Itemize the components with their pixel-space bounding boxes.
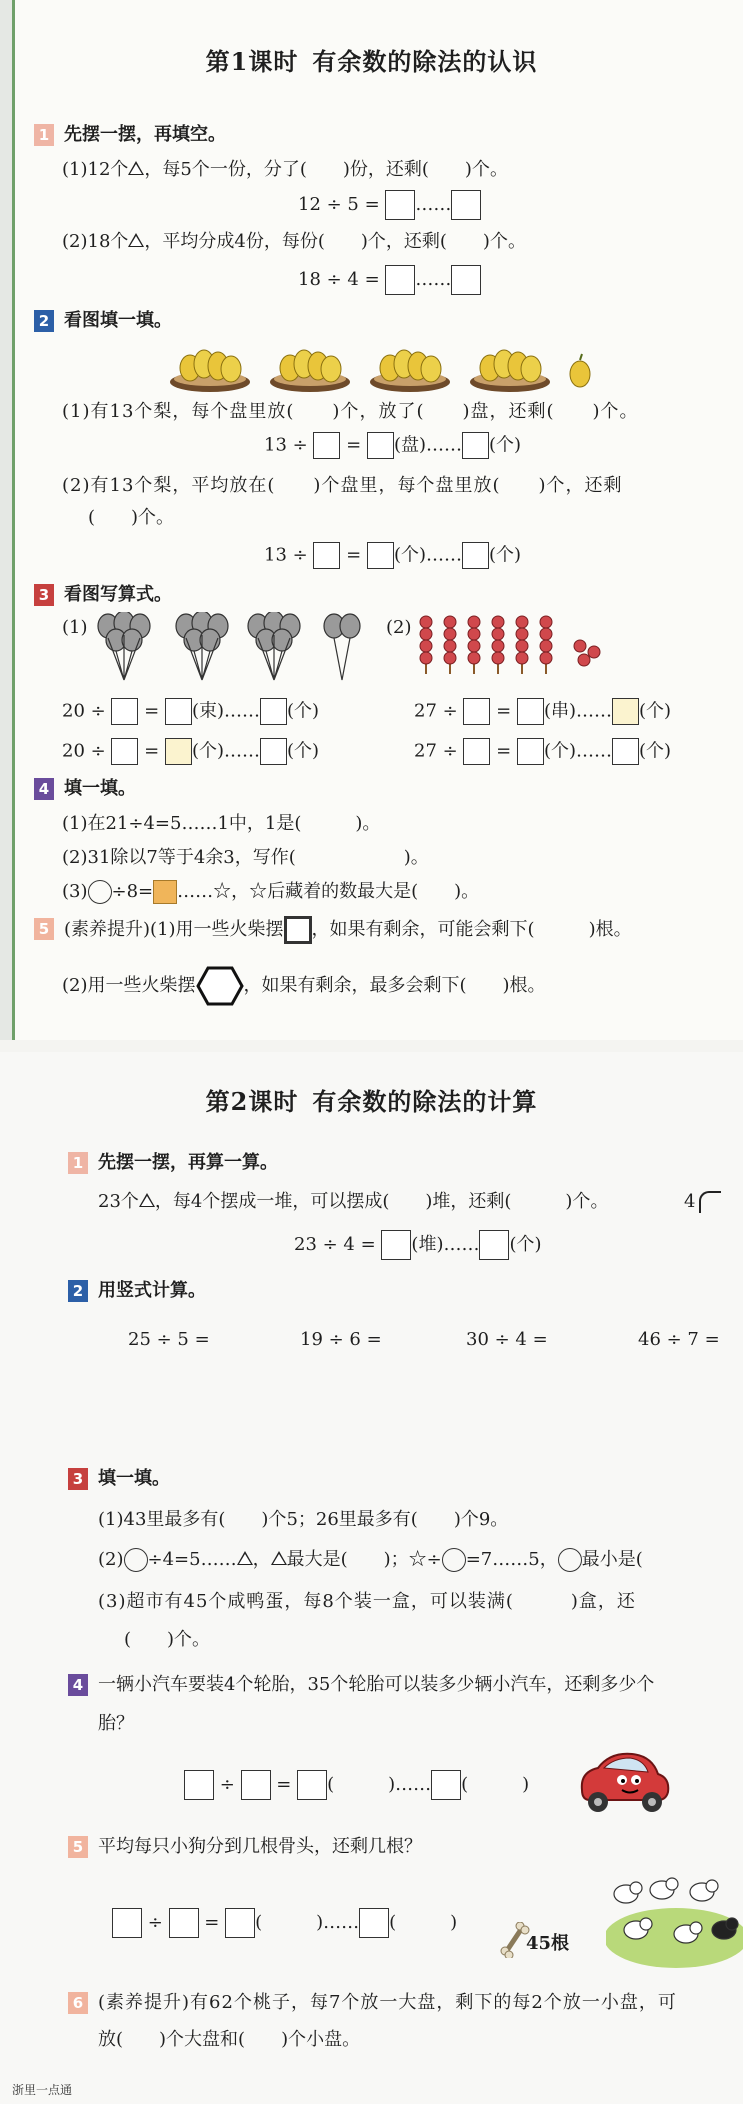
q3-eq-text: 27 ÷	[414, 740, 458, 762]
divisor: 4	[684, 1191, 696, 1212]
l2-q1-text	[98, 1190, 608, 1214]
q4c-text: (3) ÷8= ……☆，☆后藏着的数最大是( )。	[62, 881, 480, 902]
q4-badge: 4	[34, 778, 54, 800]
answer-box[interactable]	[367, 432, 394, 459]
l2-q6-text-1: (素养提升)有62个桃子，每7个放一大盘，剩下的每2个放一小盘，可	[98, 1992, 677, 2013]
long-division-stub	[684, 1190, 721, 1214]
q3-label-1: (1)	[62, 617, 88, 638]
circle-icon	[558, 1548, 582, 1572]
l2-q4-text-2: 胎？	[98, 1713, 134, 1734]
answer-box[interactable]	[385, 190, 415, 220]
l2-q4-text-1: 一辆小汽车要装4个轮胎，35个轮胎可以装多少辆小汽车，还剩多少个	[98, 1674, 655, 1695]
unit-ge: (个)	[509, 1234, 542, 1255]
answer-box[interactable]	[184, 1770, 214, 1800]
dog-3	[690, 1880, 718, 1901]
l2-q4-paren: ( )……	[327, 1774, 432, 1795]
l2-q4-equation: ÷ = ( )…… ( )	[184, 1770, 529, 1800]
bones-count: 45根	[526, 1933, 570, 1954]
q1b-equation	[298, 265, 481, 295]
car-illustration	[574, 1746, 674, 1816]
l2-q5-equation: ÷ = ( )…… ( )	[112, 1908, 457, 1938]
q2a-eq-text: 13 ÷	[264, 434, 308, 456]
triangle-icon	[271, 1551, 287, 1565]
q5a-text	[64, 916, 632, 944]
q2b-eq-text: 13 ÷	[264, 544, 308, 566]
balloons-illustration	[94, 612, 374, 684]
q4c-comma: ，	[231, 881, 250, 902]
calc-item-4: 46 ÷ 7 =	[638, 1329, 720, 1350]
l2-q3b-1: ÷4=5……	[147, 1549, 237, 1570]
unit-ge: (个)	[191, 740, 225, 762]
l2-q3b-4: ÷	[426, 1549, 442, 1570]
lesson2-number: 第2课时	[205, 1087, 299, 1116]
single-pear	[570, 354, 590, 387]
q3-row2-right: 27 ÷ = (个)…… (个)	[414, 738, 671, 765]
circle-icon	[124, 1548, 148, 1572]
haw-stick-5	[516, 616, 528, 674]
l2-q3b-2: ，	[252, 1549, 271, 1570]
q5b-pre: (2)用一些火柴摆	[62, 975, 196, 996]
answer-box[interactable]	[451, 265, 481, 295]
q5-badge: 5	[34, 918, 54, 940]
q1-heading: 先摆一摆，再填空。	[64, 124, 226, 145]
dog-1	[614, 1882, 642, 1903]
answer-box[interactable]	[225, 1908, 255, 1938]
unit-dui: (堆)……	[411, 1234, 480, 1255]
l2-q3-badge: 3	[68, 1468, 88, 1490]
answer-box[interactable]	[612, 738, 639, 765]
pear-plate-3	[370, 350, 450, 392]
answer-box[interactable]	[612, 698, 639, 725]
l2-q1-eq-text: 23 ÷ 4 =	[294, 1234, 376, 1255]
unit-pan: (盘)	[393, 434, 427, 456]
q2a-equation: 13 ÷ = (盘)…… (个)	[264, 432, 521, 459]
answer-box[interactable]	[313, 542, 340, 569]
haw-stick-2	[444, 616, 456, 674]
q3-row1-right: 27 ÷ = (串)…… (个)	[414, 698, 671, 725]
answer-box[interactable]	[462, 432, 489, 459]
dogs-illustration	[606, 1872, 743, 1968]
l2-q3b-text	[98, 1548, 643, 1572]
l2-q5-badge: 5	[68, 1836, 88, 1858]
unit-ge: (个)	[393, 544, 427, 566]
haw-stick-4	[492, 616, 504, 674]
balloon-bunch-1	[98, 612, 150, 680]
q2b-text-2: ( )个。	[88, 507, 175, 528]
l2-q3b-6: 最小是(	[581, 1549, 643, 1570]
l2-q6-text-2: 放( )个大盘和( )个小盘。	[98, 2029, 361, 2050]
answer-box[interactable]	[169, 1908, 199, 1938]
q3-eq-text: 20 ÷	[62, 740, 106, 762]
q1a-text	[62, 158, 508, 182]
circle-icon	[88, 880, 112, 904]
unit-shu: (束)	[191, 700, 225, 722]
q5b-text	[62, 966, 546, 1006]
dog-2	[650, 1878, 678, 1899]
answer-box[interactable]	[111, 738, 138, 765]
star-icon: ☆	[213, 881, 232, 902]
q2b-text-1: (2)有13个梨，平均放在( )个盘里，每个盘里放( )个，还剩	[62, 475, 623, 496]
q2a-text: (1)有13个梨，每个盘里放( )个，放了( )盘，还剩( )个。	[62, 401, 639, 422]
triangle-icon	[128, 161, 144, 175]
star-icon: ☆	[408, 1549, 427, 1570]
loose-haws	[574, 640, 600, 666]
hexagon-icon	[196, 966, 244, 1006]
l2-q5-text: 平均每只小狗分到几根骨头，还剩几根？	[98, 1836, 422, 1857]
q3-row1-left: 20 ÷ = (束)…… (个)	[62, 698, 319, 725]
answer-box[interactable]	[517, 698, 544, 725]
q1b-post: ，平均分成4份，每份( )个，还剩( )个。	[144, 231, 526, 252]
answer-box[interactable]	[463, 738, 490, 765]
lesson2-title-text: 有余数的除法的计算	[312, 1087, 538, 1116]
haw-stick-1	[420, 616, 432, 674]
pears-illustration	[168, 338, 608, 398]
q4c-end: 后藏着的数最大是( )。	[267, 881, 480, 902]
unit-ge: (个)	[543, 740, 577, 762]
haw-stick-6	[540, 616, 552, 674]
margin-stripe	[12, 0, 15, 1040]
q1a-eq-text: 12 ÷ 5 =	[298, 194, 380, 215]
q4b-text: (2)31除以7等于4余3，写作( )。	[62, 847, 429, 868]
l2-q3b-3: 最大是( )；	[286, 1549, 409, 1570]
l2-q3b-pre: (2)	[98, 1549, 124, 1570]
footer-brand: 浙里一点通	[12, 2083, 73, 2097]
answer-box[interactable]	[165, 698, 192, 725]
q1a-pre: (1)12个	[62, 159, 129, 180]
q3-eq-text: 20 ÷	[62, 700, 106, 722]
unit-ge: (个)	[489, 434, 522, 456]
answer-box[interactable]	[297, 1770, 327, 1800]
page-lesson-2	[0, 1052, 743, 2104]
q5a-pre: (素养提升)(1)用一些火柴摆	[64, 919, 284, 940]
l2-q4-paren2: ( )	[461, 1774, 530, 1795]
l2-q1-equation	[294, 1230, 542, 1260]
calc-item-2: 19 ÷ 6 =	[300, 1329, 382, 1350]
l2-q6-badge: 6	[68, 1992, 88, 2014]
haw-stick-3	[468, 616, 480, 674]
l2-q3-heading: 填一填。	[98, 1468, 170, 1489]
unit-ge: (个)	[489, 544, 522, 566]
q3-heading: 看图写算式。	[64, 584, 172, 605]
l2-q5-paren: ( )……	[255, 1912, 360, 1933]
unit-ge: (个)	[287, 740, 320, 762]
unit-ge: (个)	[639, 700, 672, 722]
circle-icon	[442, 1548, 466, 1572]
answer-box[interactable]	[241, 1770, 271, 1800]
q1b-eq-text: 18 ÷ 4 =	[298, 269, 380, 290]
triangle-icon	[139, 1193, 155, 1207]
answer-box[interactable]	[260, 698, 287, 725]
l2-q3b-5: =7……5，	[465, 1549, 558, 1570]
answer-box[interactable]	[463, 698, 490, 725]
answer-box[interactable]	[359, 1908, 389, 1938]
q5b-post: ，如果有剩余，最多会剩下( )根。	[243, 975, 546, 996]
dots: ……	[415, 194, 452, 215]
q1b-pre: (2)18个	[62, 231, 129, 252]
pear-plate-2	[270, 350, 350, 392]
l2-q2-badge: 2	[68, 1280, 88, 1302]
q3-badge: 3	[34, 584, 54, 606]
l2-q3c-text: (3)超市有45个咸鸭蛋，每8个装一盒，可以装满( )盒，还	[98, 1591, 636, 1612]
q2-heading: 看图填一填。	[64, 310, 172, 331]
answer-box[interactable]	[111, 698, 138, 725]
page-lesson-1	[0, 0, 743, 1040]
l2-q4-badge: 4	[68, 1674, 88, 1696]
answer-box[interactable]	[112, 1908, 142, 1938]
unit-ge: (个)	[287, 700, 320, 722]
lesson1-title	[0, 42, 743, 77]
l2-q2-heading: 用竖式计算。	[98, 1280, 206, 1301]
lesson1-title-text: 有余数的除法的认识	[312, 47, 538, 76]
calc-item-1: 25 ÷ 5 =	[128, 1329, 210, 1350]
answer-box[interactable]	[381, 1230, 411, 1260]
q4c-mid: ÷8=	[111, 881, 154, 902]
q4c-pre: (3)	[62, 881, 88, 902]
q1-badge: 1	[34, 124, 54, 146]
calc-item-3: 30 ÷ 4 =	[466, 1329, 548, 1350]
answer-box[interactable]	[385, 265, 415, 295]
answer-box[interactable]	[165, 738, 192, 765]
answer-box[interactable]	[517, 738, 544, 765]
q3-eq-text: 27 ÷	[414, 700, 458, 722]
answer-box[interactable]	[462, 542, 489, 569]
lesson2-title	[0, 1082, 743, 1117]
answer-box[interactable]	[260, 738, 287, 765]
q2-badge: 2	[34, 310, 54, 332]
q1a-equation	[298, 190, 481, 220]
q1a-post: ，每5个一份，分了( )份，还剩( )个。	[144, 159, 508, 180]
l2-q1-heading: 先摆一摆，再算一算。	[98, 1152, 278, 1173]
l2-q1-pre: 23个	[98, 1191, 139, 1212]
star-icon: ☆	[249, 881, 268, 902]
pear-plate-4	[470, 350, 550, 392]
triangle-icon	[237, 1551, 253, 1565]
square-icon	[153, 880, 177, 904]
pear-plate-1	[170, 350, 250, 392]
q3-label-2: (2)	[386, 617, 412, 638]
answer-box[interactable]	[479, 1230, 509, 1260]
l2-q1-badge: 1	[68, 1152, 88, 1174]
q1b-text	[62, 230, 526, 254]
balloon-bunch-3	[248, 612, 300, 680]
q5a-post: ，如果有剩余，可能会剩下( )根。	[311, 919, 632, 940]
lesson1-number: 第1课时	[205, 47, 299, 76]
unit-chuan: (串)	[543, 700, 577, 722]
answer-box[interactable]	[451, 190, 481, 220]
answer-box[interactable]	[313, 432, 340, 459]
square-matchstick-icon	[284, 916, 312, 944]
balloon-bunch-2	[176, 612, 228, 680]
triangle-icon	[128, 233, 144, 247]
q4a-text: (1)在21÷4=5……1中，1是( )。	[62, 813, 381, 834]
q3-row2-left: 20 ÷ = (个)…… (个)	[62, 738, 319, 765]
l2-q1-post: ，每4个摆成一堆，可以摆成( )堆，还剩( )个。	[154, 1191, 609, 1212]
l2-q3a-text: (1)43里最多有( )个5；26里最多有( )个9。	[98, 1509, 509, 1530]
l2-q3c-text-2: ( )个。	[124, 1629, 211, 1650]
q4-heading: 填一填。	[64, 778, 136, 799]
dots: ……	[415, 269, 452, 290]
answer-box[interactable]	[367, 542, 394, 569]
answer-box[interactable]	[431, 1770, 461, 1800]
unit-ge: (个)	[639, 740, 672, 762]
haws-illustration	[414, 612, 654, 676]
balloon-bunch-4	[324, 614, 360, 680]
l2-q5-paren2: ( )	[389, 1912, 458, 1933]
q2b-equation: 13 ÷ = (个)…… (个)	[264, 542, 521, 569]
